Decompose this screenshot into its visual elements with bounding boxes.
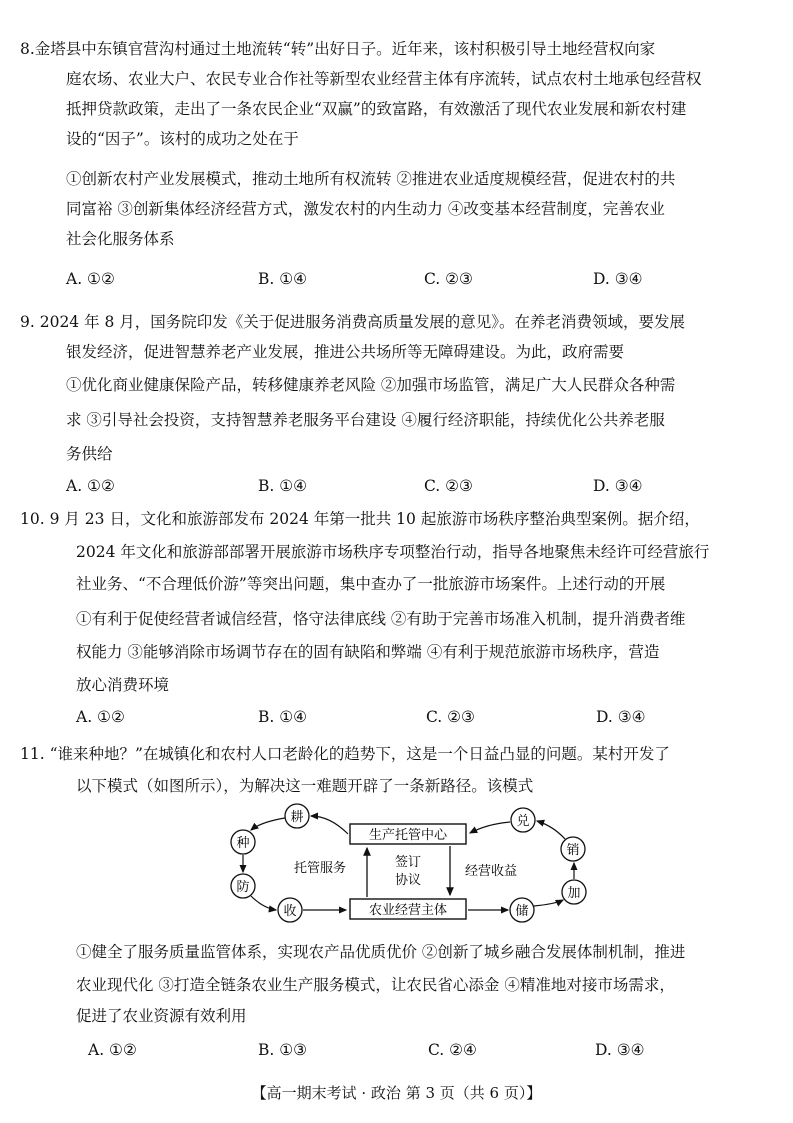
q10-line-4: ①有利于促使经营者诚信经营，恪守法律底线 ②有助于完善市场准入机制，提升消费者维 bbox=[76, 610, 686, 628]
q9-option-a: A. ①② bbox=[66, 477, 115, 495]
cycle-text-fang: 防 bbox=[236, 880, 250, 895]
q8-option-a: A. ①② bbox=[66, 270, 115, 288]
q11-option-b: B. ①③ bbox=[258, 1041, 308, 1059]
q9-line-3: ①优化商业健康保险产品，转移健康养老风险 ②加强市场监管，满足广大人民群众各种需 bbox=[66, 376, 676, 394]
cycle-text-geng: 耕 bbox=[290, 810, 304, 825]
q8-line-6: 同富裕 ③创新集体经济经营方式，激发农村的内生动力 ④改变基本经营制度，完善农业 bbox=[66, 200, 665, 218]
q8-option-c: C. ②③ bbox=[424, 270, 473, 288]
q11-line-3: ①健全了服务质量监管体系，实现农产品优质优价 ②创新了城乡融合发展体制机制，推进 bbox=[76, 943, 686, 961]
center-top-text: 生产托管中心 bbox=[368, 828, 448, 843]
q10-option-a: A. ①② bbox=[76, 708, 125, 726]
q9-line-2: 银发经济，促进智慧养老产业发展，推进公共场所等无障碍建设。为此，政府需要 bbox=[66, 343, 625, 361]
q11-line-1: 11. “谁来种地？”在城镇化和农村人口老龄化的趋势下，这是一个日益凸显的问题。某村开发了 bbox=[20, 745, 670, 763]
cycle-text-shou: 收 bbox=[283, 904, 297, 919]
arrow-geng-to-zhong bbox=[251, 818, 285, 830]
q8-option-d: D. ③④ bbox=[593, 270, 643, 288]
q10-option-b: B. ①④ bbox=[258, 708, 308, 726]
cycle-text-jia: 加 bbox=[567, 886, 581, 901]
q10-option-d: D. ③④ bbox=[596, 708, 646, 726]
arrow-dui-to-center bbox=[470, 822, 510, 833]
q11-option-c: C. ②④ bbox=[428, 1041, 477, 1059]
q11-option-d: D. ③④ bbox=[595, 1041, 645, 1059]
q9-option-d: D. ③④ bbox=[593, 477, 643, 495]
cycle-text-zhong: 种 bbox=[236, 836, 250, 851]
page-footer: 【高一期末考试 · 政治 第 3 页（共 6 页）】 bbox=[251, 1084, 542, 1102]
diagram-svg bbox=[225, 800, 605, 932]
q9-line-4: 求 ③引导社会投资，支持智慧养老服务平台建设 ④履行经济职能，持续优化公共养老服 bbox=[66, 411, 665, 429]
q10-line-5: 权能力 ③能够消除市场调节存在的固有缺陷和弊端 ④有利于规范旅游市场秩序，营造 bbox=[76, 643, 660, 661]
q11-line-4: 农业现代化 ③打造全链条农业生产服务模式，让农民省心添金 ④精准地对接市场需求， bbox=[76, 976, 675, 994]
q10-line-1: 10. 9 月 23 日，文化和旅游部发布 2024 年第一批共 10 起旅游市场秩序整治典型案例。据介绍， bbox=[20, 510, 700, 528]
cycle-text-dui: 兑 bbox=[516, 814, 530, 829]
arrow-fang-to-shou bbox=[251, 896, 276, 910]
cycle-text-xiao: 销 bbox=[566, 843, 580, 858]
q8-line-1: 8.金塔县中东镇官营沟村通过土地流转“转”出好日子。近年来，该村积极引导土地经营权向家 bbox=[20, 40, 656, 58]
q10-option-c: C. ②③ bbox=[426, 708, 475, 726]
托管-model-diagram bbox=[225, 800, 605, 932]
q11-line-2: 以下模式（如图所示），为解决这一难题开辟了一条新路径。该模式 bbox=[76, 777, 534, 795]
arrow-chu-to-jia bbox=[534, 900, 563, 906]
middle-label-2: 协议 bbox=[394, 873, 422, 888]
arrow-xiao-to-dui bbox=[537, 821, 565, 839]
q10-line-6: 放心消费环境 bbox=[76, 676, 170, 694]
q10-line-3: 社业务、“不合理低价游”等突出问题，集中查办了一批旅游市场案件。上述行动的开展 bbox=[76, 575, 666, 593]
q8-line-5: ①创新农村产业发展模式，推动土地所有权流转 ②推进农业适度规模经营，促进农村的共 bbox=[66, 170, 676, 188]
q8-option-b: B. ①④ bbox=[258, 270, 308, 288]
arrow-center-to-geng bbox=[311, 816, 348, 834]
cycle-text-chu: 储 bbox=[515, 904, 529, 919]
q9-line-1: 9. 2024 年 8 月，国务院印发《关于促进服务消费高质量发展的意见》。在养老消费领域，要发展 bbox=[20, 313, 686, 331]
q9-option-c: C. ②③ bbox=[424, 477, 473, 495]
right-label: 经营收益 bbox=[464, 864, 518, 879]
q11-line-5: 促进了农业资源有效利用 bbox=[76, 1007, 247, 1025]
q8-line-3: 抵押贷款政策，走出了一条农民企业“双赢”的致富路，有效激活了现代农业发展和新农村建 bbox=[66, 100, 687, 118]
q8-line-7: 社会化服务体系 bbox=[66, 230, 175, 248]
q8-line-4: 设的“因子”。该村的成功之处在于 bbox=[66, 130, 299, 148]
center-bottom-text: 农业经营主体 bbox=[368, 903, 448, 918]
middle-label-1: 签订 bbox=[394, 855, 422, 870]
q8-line-2: 庭农场、农业大户、农民专业合作社等新型农业经营主体有序流转，试点农村土地承包经营权 bbox=[66, 70, 702, 88]
left-label: 托管服务 bbox=[293, 861, 347, 876]
q10-line-2: 2024 年文化和旅游部部署开展旅游市场秩序专项整治行动，指导各地聚焦未经许可经营旅行 bbox=[76, 543, 710, 561]
q9-option-b: B. ①④ bbox=[258, 477, 308, 495]
q9-line-5: 务供给 bbox=[66, 445, 113, 463]
q11-option-a: A. ①② bbox=[88, 1041, 137, 1059]
